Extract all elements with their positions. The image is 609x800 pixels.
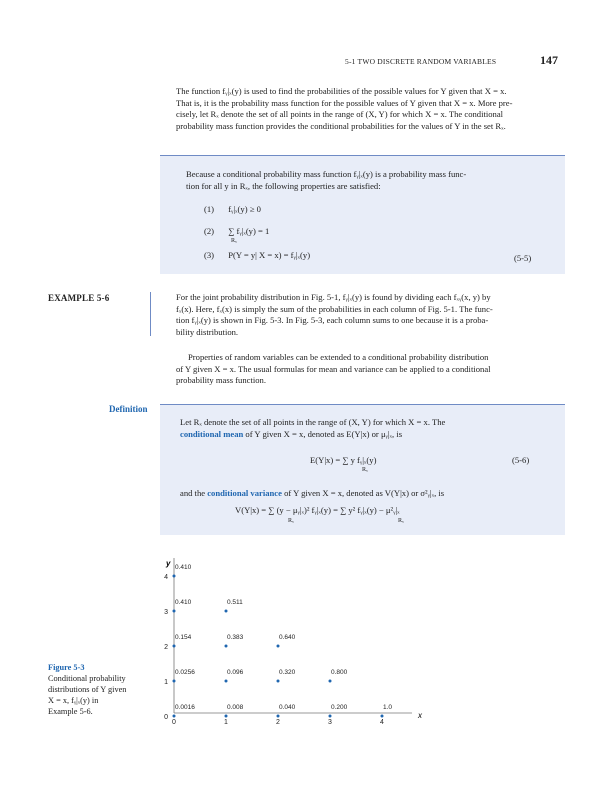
data-label: 0.154 — [175, 634, 192, 641]
data-point — [173, 575, 176, 578]
intro-line: That is, it is the probability mass function for the possible values of Y given that X = x. More pre- — [176, 97, 513, 108]
variance-rest: of Y given X = x, denoted as V(Y|x) or σ²ᵧ|ₓ, is — [284, 488, 445, 498]
intro-line: The function fᵧ|ₓ(y) is used to find the probabilities of the possible values for Y given that X = x. — [176, 86, 507, 96]
definition-line: Let Rₓ denote the set of all points in the range of (X, Y) for which X = x. The — [180, 417, 446, 427]
example-rule — [150, 292, 151, 336]
example-line: bility distribution. — [176, 326, 239, 337]
example-label: EXAMPLE 5-6 — [48, 293, 110, 303]
variance-subscript-2: Rₓ — [398, 518, 404, 524]
y-tick-label: 3 — [164, 609, 168, 616]
mean-equation-number: (5-6) — [512, 455, 530, 465]
definition-line — [180, 429, 557, 441]
intro-line: probability mass function provides the conditional probabilities for the values of Y in the set Rₓ. — [176, 120, 506, 131]
variance-formula: V(Y|x) = ∑ (y − μᵧ|ₓ)² fᵧ|ₓ(y) = ∑ y² fᵧ|ₓ(y) − μ²ᵧ|ₓ — [235, 505, 400, 515]
x-tick-label: 0 — [172, 719, 176, 726]
data-label: 1.0 — [383, 704, 393, 711]
caption-line: Example 5-6. — [48, 707, 93, 716]
mean-formula-subscript: Rₓ — [362, 467, 368, 473]
y-tick-label: 0 — [164, 714, 168, 721]
data-label: 0.096 — [227, 669, 244, 676]
property-box-line: tion for all y in Rₓ, the following properties are satisfied: — [186, 180, 381, 191]
property-2 — [204, 226, 269, 236]
data-point — [277, 715, 280, 718]
definition-label: Definition — [109, 404, 148, 414]
property-expression: fᵧ|ₓ(y) ≥ 0 — [228, 204, 261, 214]
property-number: (3) — [204, 250, 215, 260]
data-label: 0.0016 — [175, 704, 195, 711]
data-point — [225, 610, 228, 613]
property-expression: P(Y = y| X = x) = fᵧ|ₓ(y) — [228, 250, 311, 260]
data-label: 0.800 — [331, 669, 348, 676]
x-tick-label: 1 — [224, 719, 228, 726]
caption-line: X = x, fᵧ|ₓ(y) in — [48, 696, 99, 705]
data-point — [329, 715, 332, 718]
variance-prefix: and the — [180, 488, 206, 498]
example-paragraph — [176, 292, 558, 338]
data-point — [381, 715, 384, 718]
section-title: 5-1 TWO DISCRETE RANDOM VARIABLES — [345, 57, 497, 66]
x-axis-label: x — [418, 711, 422, 720]
data-label: 0.320 — [279, 669, 296, 676]
variance-intro — [180, 488, 444, 498]
properties-paragraph — [176, 352, 558, 387]
definition-box — [160, 404, 565, 535]
property-box-line: Because a conditional probability mass function fᵧ|ₓ(y) is a probability mass func- — [186, 169, 467, 179]
data-point — [329, 680, 332, 683]
property-1 — [204, 204, 261, 214]
example-line: tion fᵧ|ₓ(y) is shown in Fig. 5-3. In Fig. 5-3, each column sums to one because it is a proba- — [176, 315, 489, 326]
properties-line: probability mass function. — [176, 375, 266, 386]
conditional-distribution-chart — [150, 550, 440, 750]
running-header — [0, 52, 609, 72]
definition-line-rest: of Y given X = x, denoted as E(Y|x) or μᵧ|ₓ, is — [245, 428, 403, 439]
data-label: 0.410 — [175, 599, 192, 606]
properties-line: Properties of random variables can be extended to a conditional probability distribution — [188, 352, 489, 362]
intro-line: cisely, let Rₓ denote the set of all points in the range of (X, Y) for which X = x. The conditional — [176, 109, 504, 120]
data-label: 0.640 — [279, 634, 296, 641]
data-point — [225, 680, 228, 683]
properties-line: of Y given X = x. The usual formulas for mean and variance can be applied to a conditional — [176, 363, 491, 374]
property-number: (2) — [204, 226, 215, 236]
data-point — [173, 680, 176, 683]
data-label: 0.040 — [279, 704, 296, 711]
property-number: (1) — [204, 204, 215, 214]
intro-paragraph — [176, 86, 556, 132]
caption-line: Conditional probability — [48, 674, 126, 683]
data-point — [277, 645, 280, 648]
data-point — [173, 645, 176, 648]
y-tick-label: 1 — [164, 679, 168, 686]
y-tick-label: 2 — [164, 644, 168, 651]
caption-line: distributions of Y given — [48, 685, 127, 694]
y-tick-label: 4 — [164, 574, 168, 581]
data-label: 0.200 — [331, 704, 348, 711]
data-label: 0.0256 — [175, 669, 195, 676]
mean-formula: E(Y|x) = ∑ y fᵧ|ₓ(y) — [310, 455, 377, 465]
data-point — [173, 610, 176, 613]
figure-caption — [48, 662, 143, 717]
page-number: 147 — [540, 53, 558, 67]
data-label: 0.383 — [227, 634, 244, 641]
x-tick-label: 2 — [276, 719, 280, 726]
property-3 — [204, 250, 310, 260]
y-axis-label: y — [166, 559, 171, 568]
data-point — [225, 715, 228, 718]
equation-number: (5-5) — [514, 253, 532, 263]
data-point — [173, 715, 176, 718]
variance-subscript-1: Rₓ — [288, 518, 294, 524]
figure-number: Figure 5-3 — [48, 663, 85, 672]
conditional-variance-term: conditional variance — [207, 488, 282, 498]
property-expression: ∑ fᵧ|ₓ(y) = 1 — [228, 226, 270, 236]
x-tick-label: 3 — [328, 719, 332, 726]
data-label: 0.410 — [175, 564, 192, 571]
data-label: 0.008 — [227, 704, 244, 711]
property-2-subscript: Rₓ — [231, 238, 237, 244]
data-point — [277, 680, 280, 683]
example-line: For the joint probability distribution in Fig. 5-1, fᵧ|ₓ(y) is found by dividing each fₓᵧ(x, y) by — [176, 292, 491, 302]
example-line: fₓ(x). Here, fₓ(x) is simply the sum of the probabilities in each column of Fig. 5-1. The func- — [176, 303, 493, 314]
conditional-mean-term: conditional mean — [180, 428, 244, 439]
data-label: 0.511 — [227, 599, 243, 606]
data-point — [225, 645, 228, 648]
definition-text — [180, 417, 557, 440]
x-tick-label: 4 — [380, 719, 384, 726]
property-box — [160, 155, 565, 274]
